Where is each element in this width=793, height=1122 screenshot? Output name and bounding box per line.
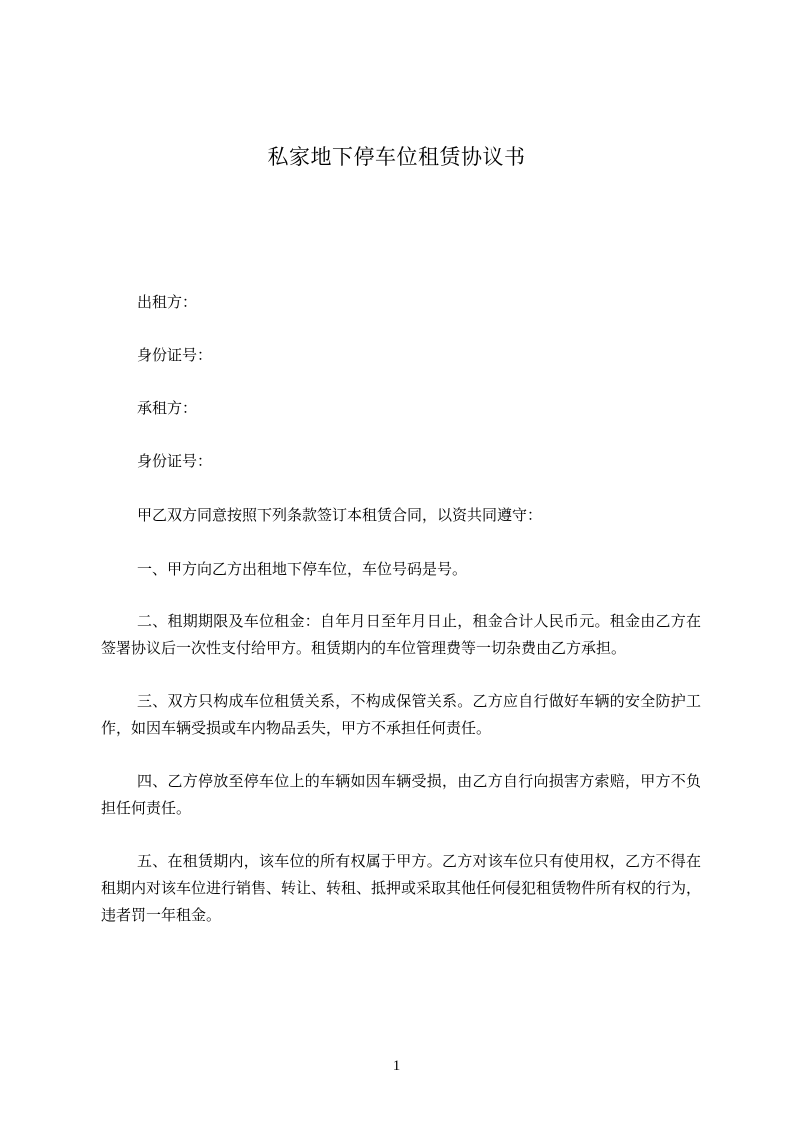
document-title: 私家地下停车位租赁协议书 bbox=[267, 145, 526, 169]
clause-4: 四、乙方停放至停车位上的车辆如因车辆受损，由乙方自行向损害方索赔，甲方不负担任何责任。 bbox=[101, 772, 701, 817]
lessor-field-label: 出租方： bbox=[137, 293, 198, 311]
lessee-field-label: 承租方： bbox=[137, 399, 198, 417]
lessor-id-field-label: 身份证号： bbox=[137, 346, 213, 364]
clause-5: 五、在租赁期内，该车位的所有权属于甲方。乙方对该车位只有使用权，乙方不得在租期内对该车位进行销售、转让、转租、抵押或采取其他任何侵犯租赁物件所有权的行为，违者罚一年租金。 bbox=[101, 852, 702, 924]
clause-3: 三、双方只构成车位租赁关系，不构成保管关系。乙方应自行做好车辆的安全防护工作，如因车辆受损或车内物品丢失，甲方不承担任何责任。 bbox=[101, 692, 701, 737]
page-number: 1 bbox=[392, 1058, 401, 1074]
clause-2: 二、租期期限及车位租金：自年月日至年月日止，租金合计人民币元。租金由乙方在签署协议后一次性支付给甲方。租赁期内的车位管理费等一切杂费由乙方承担。 bbox=[101, 612, 701, 657]
lessee-id-field-label: 身份证号： bbox=[137, 452, 213, 470]
intro-paragraph: 甲乙双方同意按照下列条款签订本租赁合同，以资共同遵守： bbox=[137, 506, 543, 524]
clause-1: 一、甲方向乙方出租地下停车位，车位号码是号。 bbox=[137, 560, 468, 578]
